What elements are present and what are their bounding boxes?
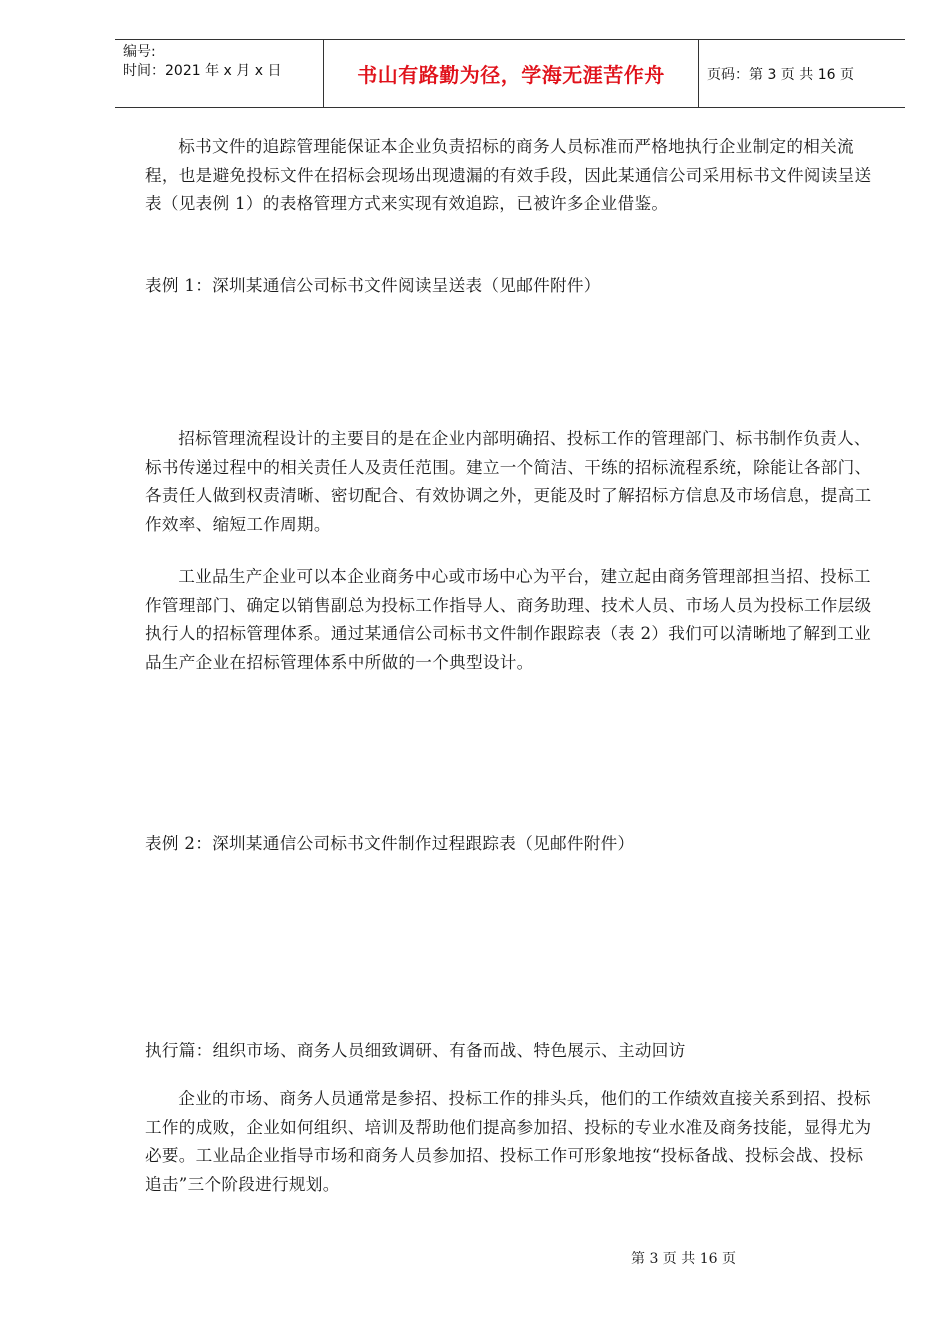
header-motto: 书山有路勤为径，学海无涯苦作舟 (357, 63, 665, 87)
table-caption-1: 表例 1：深圳某通信公司标书文件阅读呈送表（见邮件附件） (145, 276, 601, 295)
paragraph-3-block (145, 563, 875, 677)
paragraph-4: 企业的市场、商务人员通常是参招、投标工作的排头兵，他们的工作绩效直接关系到招、投标工作的成败，企业如何组织、培训及帮助他们提高参加招、投标的专业水准及商务技能，显得尤为必要。工业品企业指导市场和商务人员参加招、投标工作可形象地按“投标备战、投标会战、投标追击”三个阶段进行规划。 (145, 1089, 872, 1194)
footer-page-number: 第 3 页 共 16 页 (631, 1251, 736, 1267)
paragraph-1: 标书文件的追踪管理能保证本企业负责招标的商务人员标准而严格地执行企业制定的相关流程，也是避免投标文件在招标会现场出现遗漏的有效手段，因此某通信公司采用标书文件阅读呈送表（见表例 1）的表格管理方式来实现有效追踪，已被许多企业借鉴。 (145, 137, 872, 213)
header-motto-cell (324, 40, 699, 108)
section-title: 执行篇：组织市场、商务人员细致调研、有备而战、特色展示、主动回访 (145, 1041, 686, 1060)
paragraph-4-block (145, 1085, 875, 1199)
time-label: 时间：2021 年 x 月 x 日 (123, 63, 282, 79)
table-caption-2: 表例 2：深圳某通信公司标书文件制作过程跟踪表（见邮件附件） (145, 834, 635, 853)
paragraph-1-block (145, 133, 875, 219)
section-title-block (145, 1037, 875, 1066)
number-label: 编号: (123, 44, 156, 60)
caption-2-block (145, 830, 875, 859)
caption-1-block (145, 272, 875, 301)
header-page-code: 页码：第 3 页 共 16 页 (707, 66, 854, 83)
paragraph-3: 工业品生产企业可以本企业商务中心或市场中心为平台，建立起由商务管理部担当招、投标工作管理部门、确定以销售副总为投标工作指导人、商务助理、技术人员、市场人员为投标工作层级执行人的招标管理体系。通过某通信公司标书文件制作跟踪表（表 2）我们可以清晰地了解到工业品生产企业在招标管理体系中所做的一个典型设计。 (145, 567, 872, 672)
paragraph-2-block (145, 425, 875, 539)
header-page-cell (699, 40, 906, 108)
paragraph-2: 招标管理流程设计的主要目的是在企业内部明确招、投标工作的管理部门、标书制作负责人、标书传递过程中的相关责任人及责任范围。建立一个简洁、干练的招标流程系统，除能让各部门、各责任人做到权责清晰、密切配合、有效协调之外，更能及时了解招标方信息及市场信息，提高工作效率、缩短工作周期。 (145, 429, 872, 534)
header-meta-cell (115, 40, 324, 108)
page-header (115, 39, 905, 108)
